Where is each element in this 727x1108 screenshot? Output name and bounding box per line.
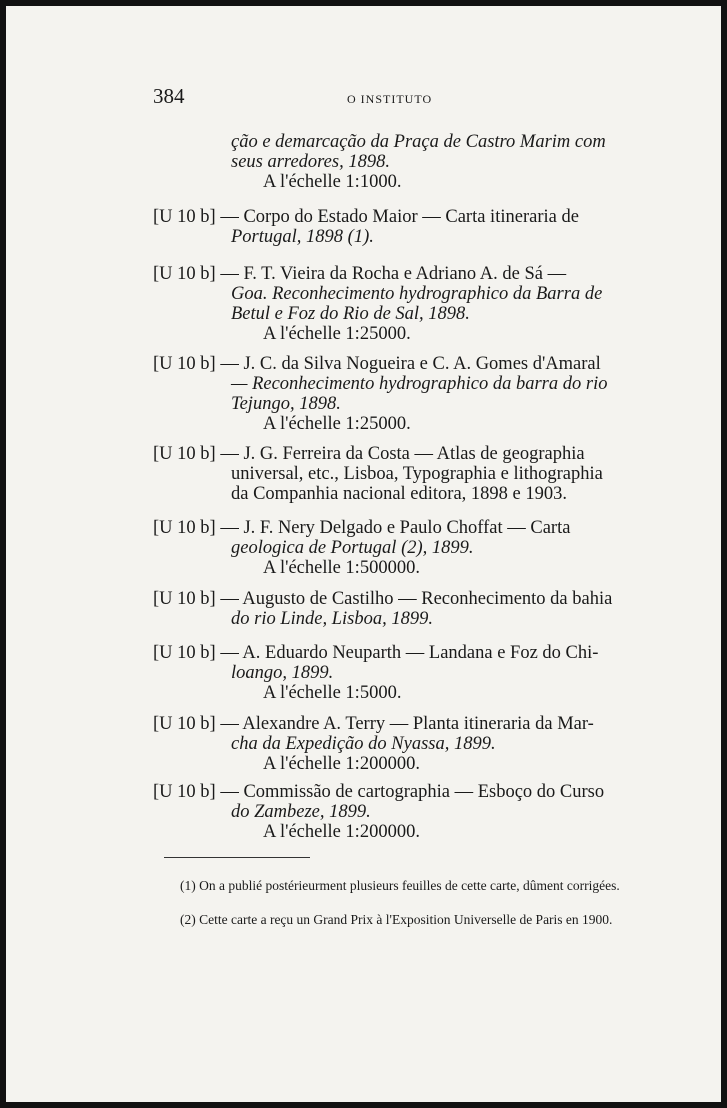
entry-first-line <box>153 354 633 374</box>
shelf-code: [U 10 b] <box>153 264 216 284</box>
entry-scale: A l'échelle 1:25000. <box>263 324 411 344</box>
entry-scale: A l'échelle 1:5000. <box>263 683 402 703</box>
entry-line: geologica de Portugal (2), 1899. <box>231 538 474 558</box>
catalog-entry <box>153 518 633 578</box>
shelf-code: [U 10 b] <box>153 518 216 538</box>
footnote-2: (2) Cette carte a reçu un Grand Prix à l'Exposition Universelle de Paris en 1900. <box>180 912 613 927</box>
entry-text: — F. T. Vieira da Rocha e Adriano A. de Sá — <box>220 264 567 284</box>
entry-text: — J. F. Nery Delgado e Paulo Choffat — Carta <box>220 518 571 538</box>
entry-scale: A l'échelle 1:200000. <box>263 822 420 842</box>
entry-line: da Companhia nacional editora, 1898 e 1903. <box>231 484 567 504</box>
entry-first-line <box>153 714 633 734</box>
shelf-code: [U 10 b] <box>153 643 216 663</box>
entry-scale: A l'échelle 1:1000. <box>263 172 402 192</box>
catalog-entry <box>153 643 633 703</box>
catalog-entry <box>153 444 633 504</box>
entry-line: ção e demarcação da Praça de Castro Marim com <box>231 132 606 152</box>
entry-text: — Augusto de Castilho — Reconhecimento da bahia <box>220 589 613 609</box>
entry-first-line <box>153 589 633 609</box>
entry-text: — J. G. Ferreira da Costa — Atlas de geographia <box>220 444 585 464</box>
shelf-code: [U 10 b] <box>153 714 216 734</box>
entry-first-line <box>153 264 633 284</box>
shelf-code: [U 10 b] <box>153 444 216 464</box>
catalog-entry <box>153 714 633 774</box>
entry-text: — Commissão de cartographia — Esboço do Curso <box>220 782 605 802</box>
entry-first-line <box>153 444 633 464</box>
book-page <box>6 6 721 1102</box>
entry-line: Portugal, 1898 (1). <box>231 227 374 247</box>
entry-text: — A. Eduardo Neuparth — Landana e Foz do Chi- <box>220 643 599 663</box>
catalog-entry <box>153 354 633 434</box>
catalog-entry <box>153 782 633 842</box>
entry-first-line <box>153 643 633 663</box>
catalog-entry <box>153 207 633 247</box>
running-title: O INSTITUTO <box>347 92 433 106</box>
catalog-entry <box>153 132 633 192</box>
entry-line: — Reconhecimento hydrographico da barra do rio <box>231 374 608 394</box>
entry-first-line <box>153 782 633 802</box>
entry-scale: A l'échelle 1:200000. <box>263 754 420 774</box>
entry-scale: A l'échelle 1:500000. <box>263 558 420 578</box>
entry-line: Tejungo, 1898. <box>231 394 341 414</box>
entry-line: Goa. Reconhecimento hydrographico da Barra de <box>231 284 603 304</box>
footnote-1: (1) On a publié postérieurment plusieurs feuilles de cette carte, dûment corrigées. <box>180 878 620 893</box>
entry-text: — Corpo do Estado Maior — Carta itineraria de <box>220 207 579 227</box>
entry-text: — J. C. da Silva Nogueira e C. A. Gomes d'Amaral <box>220 354 601 374</box>
catalog-entry <box>153 589 633 629</box>
page-header <box>153 84 633 114</box>
entry-scale: A l'échelle 1:25000. <box>263 414 411 434</box>
entry-text: — Alexandre A. Terry — Planta itineraria da Mar- <box>220 714 594 734</box>
entry-line: cha da Expedição do Nyassa, 1899. <box>231 734 496 754</box>
shelf-code: [U 10 b] <box>153 354 216 374</box>
entry-line: seus arredores, 1898. <box>231 152 390 172</box>
shelf-code: [U 10 b] <box>153 207 216 227</box>
entry-line: do rio Linde, Lisboa, 1899. <box>231 609 433 629</box>
catalog-entry <box>153 264 633 344</box>
entry-line: Betul e Foz do Rio de Sal, 1898. <box>231 304 470 324</box>
shelf-code: [U 10 b] <box>153 782 216 802</box>
footnote-rule <box>164 857 310 858</box>
page-number: 384 <box>153 84 185 108</box>
entry-line: loango, 1899. <box>231 663 334 683</box>
entry-first-line <box>153 518 633 538</box>
shelf-code: [U 10 b] <box>153 589 216 609</box>
entry-line: universal, etc., Lisboa, Typographia e lithographia <box>231 464 603 484</box>
entry-first-line <box>153 207 633 227</box>
entry-line: do Zambeze, 1899. <box>231 802 371 822</box>
